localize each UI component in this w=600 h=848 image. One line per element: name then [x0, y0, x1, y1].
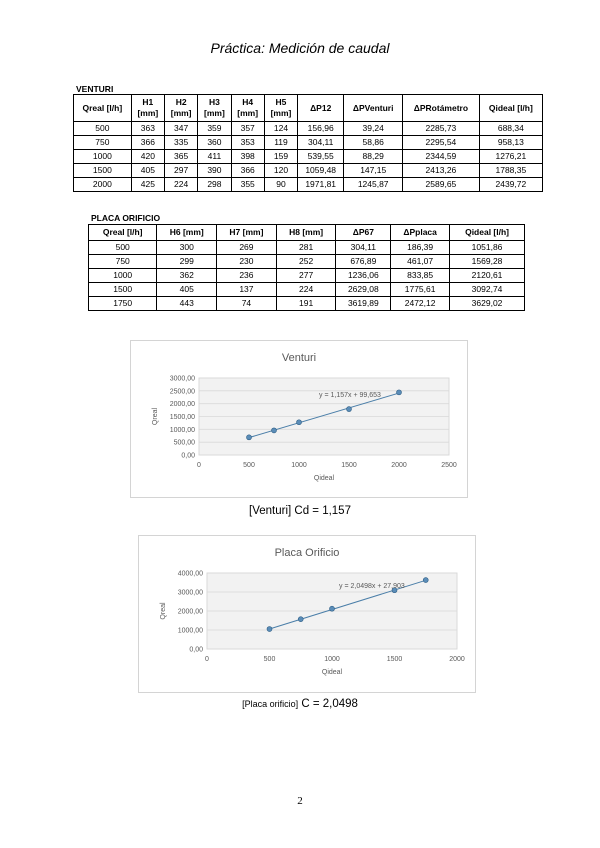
x-tick-label: 500: [243, 462, 255, 469]
table-cell: 1788,35: [479, 164, 542, 178]
table-cell: 120: [264, 164, 297, 178]
venturi-header-unit: [mm]: [270, 108, 292, 118]
y-tick-label: 1000,00: [169, 426, 195, 434]
chart-title: Placa Orificio: [274, 547, 340, 559]
y-tick-label: 1500,00: [169, 414, 195, 421]
table-cell: 2413,26: [403, 164, 480, 178]
table-cell: 390: [198, 164, 231, 178]
table-row: [89, 241, 525, 255]
data-point: [298, 617, 303, 622]
venturi-header-text: ΔP12: [310, 102, 332, 113]
x-tick-label: 500: [263, 656, 276, 663]
table-cell: 1750: [89, 297, 157, 311]
data-point: [267, 627, 272, 632]
table-row: [74, 178, 543, 192]
y-axis-label: Qreal: [152, 407, 159, 426]
table-cell: 88,29: [344, 150, 403, 164]
table-cell: 539,55: [298, 150, 344, 164]
placa-header-cell: Qreal [l/h]: [89, 225, 157, 241]
table-cell: 1000: [74, 150, 132, 164]
table-cell: 3092,74: [450, 283, 525, 297]
table-cell: 1000: [89, 269, 157, 283]
table-cell: 398: [231, 150, 264, 164]
table-cell: 299: [157, 255, 217, 269]
trendline-equation: y = 2,0498x + 27,903: [339, 583, 405, 590]
data-point: [423, 578, 428, 583]
y-tick-label: 2000,00: [169, 401, 195, 409]
table-cell: 2000: [74, 178, 132, 192]
table-cell: 236: [217, 269, 277, 283]
table-cell: 39,24: [344, 122, 403, 136]
table-cell: 156,96: [298, 122, 344, 136]
venturi-header-cell: [298, 95, 344, 122]
data-point: [247, 435, 252, 440]
table-cell: 2295,54: [403, 136, 480, 150]
table-row: [74, 136, 543, 150]
placa-label: PLACA ORIFICIO: [91, 213, 161, 223]
y-tick-label: 4000,00: [177, 570, 203, 578]
data-point: [272, 428, 277, 433]
venturi-header-text: Qideal [l/h]: [488, 102, 533, 113]
x-tick-label: 1000: [324, 656, 340, 663]
table-cell: 3619,89: [336, 297, 391, 311]
venturi-header-cell: [164, 95, 197, 122]
table-cell: 281: [276, 241, 336, 255]
venturi-header-text: ΔPRotámetro: [413, 102, 469, 113]
table-cell: 2439,72: [479, 178, 542, 192]
venturi-header-unit: [mm]: [204, 108, 225, 118]
venturi-header-cell: [74, 95, 132, 122]
table-cell: 58,86: [344, 136, 403, 150]
table-cell: 347: [164, 122, 197, 136]
venturi-header-cell: [131, 95, 164, 122]
chart-title: Venturi: [281, 352, 317, 364]
venturi-header-unit: [mm]: [237, 108, 259, 118]
table-cell: 119: [264, 136, 297, 150]
table-cell: 750: [74, 136, 132, 150]
table-cell: 335: [164, 136, 197, 150]
table-cell: 676,89: [336, 255, 391, 269]
table-cell: 362: [157, 269, 217, 283]
table-cell: 74: [217, 297, 277, 311]
table-cell: 2285,73: [403, 122, 480, 136]
table-cell: 224: [276, 283, 336, 297]
y-tick-label: 2000,00: [177, 608, 203, 616]
table-cell: 1245,87: [344, 178, 403, 192]
table-cell: 365: [164, 150, 197, 164]
table-cell: 1276,21: [479, 150, 542, 164]
table-cell: 355: [231, 178, 264, 192]
venturi-header-cell: [231, 95, 264, 122]
table-cell: 750: [89, 255, 157, 269]
table-cell: 500: [74, 122, 132, 136]
table-cell: 304,11: [298, 136, 344, 150]
placa-header-row: [89, 225, 525, 241]
venturi-header-text: Qreal [l/h]: [82, 102, 123, 113]
table-cell: 224: [164, 178, 197, 192]
venturi-chart: [130, 340, 468, 498]
table-cell: 405: [157, 283, 217, 297]
placa-header-cell: H7 [mm]: [217, 225, 277, 241]
table-cell: 443: [157, 297, 217, 311]
data-point: [397, 390, 402, 395]
table-cell: 297: [164, 164, 197, 178]
placa-header-cell: Qideal [l/h]: [450, 225, 525, 241]
x-axis-label: Qideal: [313, 475, 335, 482]
table-cell: 124: [264, 122, 297, 136]
venturi-header-cell: [264, 95, 297, 122]
table-cell: 366: [231, 164, 264, 178]
placa-caption-label: [Placa orificio]: [242, 699, 299, 709]
placa-caption: [0, 698, 600, 710]
table-cell: 1971,81: [298, 178, 344, 192]
table-cell: 304,11: [336, 241, 391, 255]
table-cell: 425: [131, 178, 164, 192]
table-cell: 3629,02: [450, 297, 525, 311]
table-cell: 357: [231, 122, 264, 136]
x-tick-label: 1500: [386, 656, 403, 663]
table-cell: 1236,06: [336, 269, 391, 283]
venturi-header-text: H4: [242, 97, 254, 107]
placa-caption-value: C = 2,0498: [298, 698, 358, 710]
table-row: [89, 269, 525, 283]
y-tick-label: 1000,00: [177, 627, 203, 635]
table-cell: 298: [198, 178, 231, 192]
table-cell: 1500: [89, 283, 157, 297]
y-axis-label: Qreal: [160, 602, 167, 620]
table-cell: 688,34: [479, 122, 542, 136]
venturi-caption: [Venturi] Cd = 1,157: [249, 505, 351, 517]
table-cell: 230: [217, 255, 277, 269]
placa-chart: [138, 535, 476, 693]
table-row: [89, 283, 525, 297]
table-row: [74, 150, 543, 164]
venturi-label: VENTURI: [76, 84, 114, 94]
table-cell: 833,85: [391, 269, 450, 283]
table-row: [89, 255, 525, 269]
table-cell: 405: [131, 164, 164, 178]
table-cell: 2589,65: [403, 178, 480, 192]
table-cell: 2472,12: [391, 297, 450, 311]
table-cell: 411: [198, 150, 231, 164]
table-cell: 269: [217, 241, 277, 255]
table-cell: 277: [276, 269, 336, 283]
x-axis-label: Qideal: [321, 669, 343, 676]
venturi-chart-svg: [131, 341, 467, 497]
table-row: [74, 122, 543, 136]
table-cell: 147,15: [344, 164, 403, 178]
data-point: [297, 420, 302, 425]
page-title: Práctica: Medición de caudal: [210, 40, 390, 56]
x-tick-label: 2500: [441, 462, 457, 469]
data-point: [347, 407, 352, 412]
table-row: [74, 164, 543, 178]
table-cell: 359: [198, 122, 231, 136]
venturi-header-unit: [mm]: [137, 108, 159, 118]
table-cell: 363: [131, 122, 164, 136]
table-cell: 1059,48: [298, 164, 344, 178]
table-cell: 2344,59: [403, 150, 480, 164]
placa-header-cell: H6 [mm]: [157, 225, 217, 241]
table-cell: 958,13: [479, 136, 542, 150]
table-cell: 420: [131, 150, 164, 164]
table-row: [89, 297, 525, 311]
x-tick-label: 1500: [341, 462, 357, 469]
table-cell: 1500: [74, 164, 132, 178]
venturi-header-text: H3: [208, 97, 220, 107]
venturi-header-text: ΔPVenturi: [352, 102, 394, 113]
page-number: 2: [297, 795, 303, 807]
table-cell: 137: [217, 283, 277, 297]
y-tick-label: 3000,00: [177, 589, 203, 597]
table-cell: 461,07: [391, 255, 450, 269]
table-cell: 1051,86: [450, 241, 525, 255]
table-cell: 186,39: [391, 241, 450, 255]
table-cell: 2629,08: [336, 283, 391, 297]
x-tick-label: 0: [197, 462, 201, 469]
y-tick-label: 500,00: [173, 439, 195, 447]
table-cell: 500: [89, 241, 157, 255]
table-cell: 252: [276, 255, 336, 269]
table-cell: 1569,28: [450, 255, 525, 269]
placa-header-cell: H8 [mm]: [276, 225, 336, 241]
table-cell: 353: [231, 136, 264, 150]
venturi-header-cell: [403, 95, 480, 122]
venturi-table: [73, 94, 543, 192]
table-cell: 1775,61: [391, 283, 450, 297]
placa-header-cell: ΔP67: [336, 225, 391, 241]
placa-header-cell: ΔPplaca: [391, 225, 450, 241]
y-tick-label: 3000,00: [169, 375, 195, 383]
placa-chart-svg: [139, 536, 475, 692]
venturi-header-unit: [mm]: [170, 108, 192, 118]
x-tick-label: 0: [205, 656, 209, 663]
y-tick-label: 0,00: [189, 646, 203, 654]
venturi-header-text: H5: [275, 97, 287, 107]
x-tick-label: 1000: [291, 462, 307, 469]
table-cell: 159: [264, 150, 297, 164]
table-cell: 90: [264, 178, 297, 192]
table-cell: 300: [157, 241, 217, 255]
venturi-header-cell: [344, 95, 403, 122]
placa-orificio-table: [88, 224, 525, 311]
venturi-header-cell: [479, 95, 542, 122]
x-tick-label: 2000: [449, 656, 465, 663]
trendline-equation: y = 1,157x + 99,653: [319, 392, 381, 399]
venturi-header-row: [74, 95, 543, 122]
table-cell: 360: [198, 136, 231, 150]
venturi-header-cell: [198, 95, 231, 122]
data-point: [330, 606, 335, 611]
table-cell: 191: [276, 297, 336, 311]
y-tick-label: 2500,00: [169, 388, 195, 396]
venturi-header-text: H2: [175, 97, 187, 107]
y-tick-label: 0,00: [181, 452, 195, 460]
table-cell: 366: [131, 136, 164, 150]
table-cell: 2120,61: [450, 269, 525, 283]
venturi-header-text: H1: [142, 97, 154, 107]
x-tick-label: 2000: [391, 462, 407, 469]
